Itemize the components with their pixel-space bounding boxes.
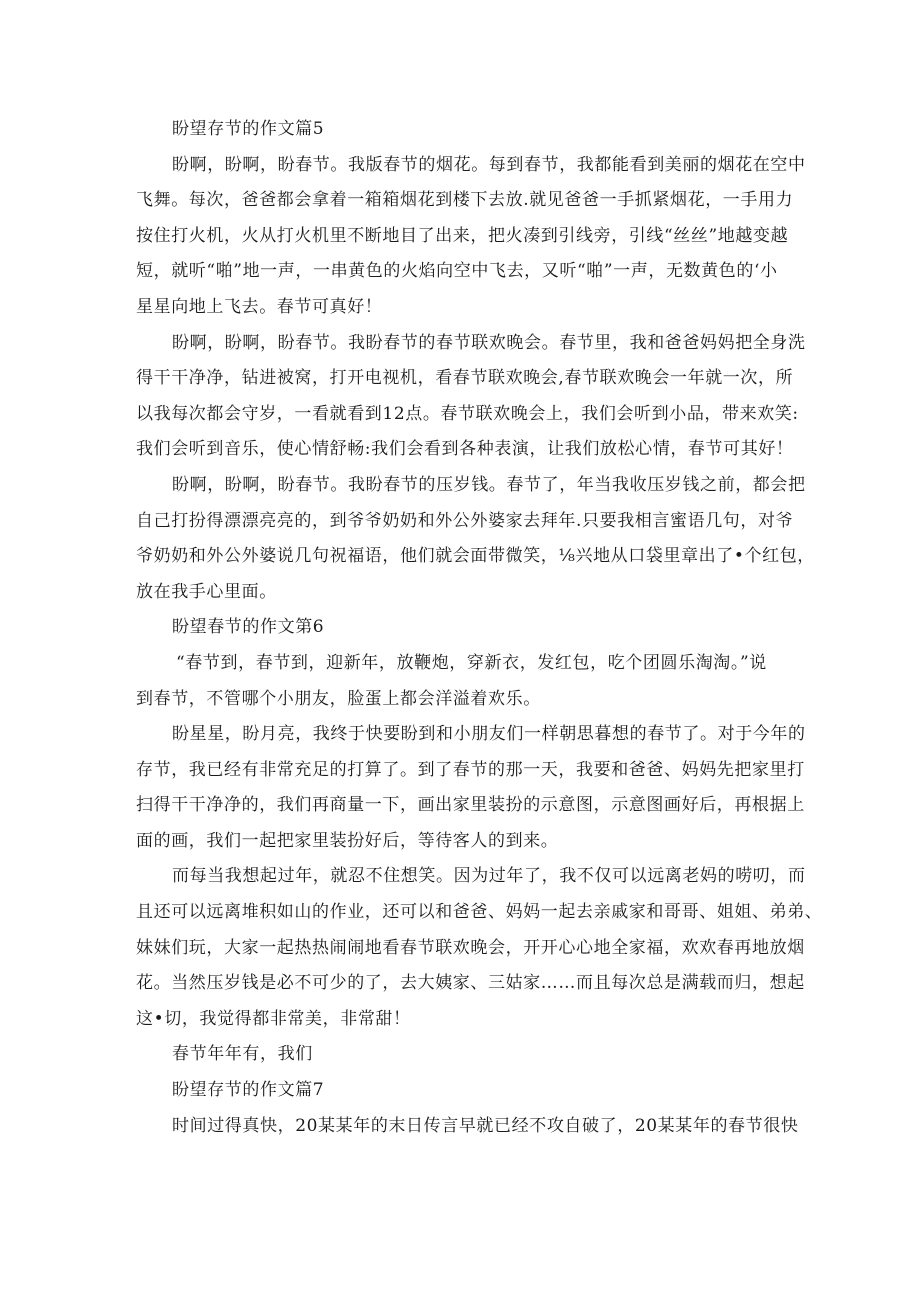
paragraph-line: 以我每次都会守岁，一看就看到12点。春节联欢晚会上，我们会听到小品，带来欢笑:	[136, 403, 799, 424]
paragraph-line: 盼啊，盼啊，盼春节。我版春节的烟花。每到春节，我都能看到美丽的烟花在空中	[172, 154, 806, 175]
paragraph-line: 爷奶奶和外公外婆说几句祝福语，他们就会面带微笑，⅛兴地从口袋里章出了•个红包，	[136, 546, 815, 567]
paragraph-line: 盼啊，盼啊，盼春节。我盼春节的压岁钱。春节了，年当我收压岁钱之前，都会把	[172, 474, 806, 495]
paragraph-line: 短，就听“啪”地一声，一串黄色的火焰向空中飞去，又听“啪”一声，无数黄色的‘小	[136, 261, 778, 282]
document-page	[136, 112, 823, 1144]
paragraph-line: 盼啊，盼啊，盼春节。我盼春节的春节联欢晚会。春节里，我和爸爸妈妈把全身洗	[172, 332, 806, 353]
paragraph-line: 得干干净净，钻进被窝，打开电视机，看春节联欢晚会,春节联欢晚会一年就一次，所	[136, 368, 794, 389]
paragraph-line: 春节年年有，我们	[172, 1044, 313, 1065]
paragraph-line: 按住打火机，火从打火机里不断地目了出来，把火凑到引线旁，引线“丝丝”地越变越	[136, 225, 789, 246]
section-heading: 盼望春节的作文第6	[172, 617, 325, 638]
paragraph-line: 花。当然压岁钱是必不可少的了，去大姨家、三姑家……而且每次总是满载而归，想起	[136, 973, 805, 994]
paragraph-line: 存节，我已经有非常充足的打算了。到了春节的那一天，我要和爸爸、妈妈先把家里打	[136, 759, 805, 780]
paragraph-line: 我们会听到音乐，使心情舒畅:我们会看到各种表演，让我们放松心情，春节可其好！	[136, 439, 794, 460]
paragraph-line: 扫得干干净净的，我们再商量一下，画出家里装扮的示意图，示意图画好后，再根据上	[136, 795, 805, 816]
paragraph-line: 到春节，不管哪个小朋友，脸蛋上都会洋溢着欢乐。	[136, 688, 541, 709]
section-heading: 盼望存节的作文篇5	[172, 119, 325, 139]
section-heading: 盼望存节的作文篇7	[172, 1080, 325, 1101]
paragraph-line: 星星向地上飞去。春节可真好！	[136, 296, 383, 317]
paragraph-line: 妹妹们玩，大家一起热热闹闹地看春节联欢晚会，开开心心地全家福，欢欢春再地放烟	[136, 937, 805, 958]
paragraph-line: 自己打扮得漂漂亮亮的，到爷爷奶奶和外公外婆家去拜年.只要我相言蜜语几句，对爷	[136, 510, 794, 531]
paragraph-line: 飞舞。每次，爸爸都会拿着一箱箱烟花到楼下去放.就见爸爸一手抓紧烟花，一手用力	[136, 190, 794, 211]
paragraph-line: 而每当我想起过年，就忍不住想笑。因为过年了，我不仅可以远离老妈的唠叨，而	[172, 866, 806, 887]
paragraph-line: 且还可以远离堆积如山的作业，还可以和爸爸、妈妈一起去亲戚家和哥哥、姐姐、弟弟、	[136, 902, 823, 923]
paragraph-line: 这•切，我觉得都非常美，非常甜！	[136, 1008, 411, 1029]
paragraph-line: 面的画，我们一起把家里装扮好后，等待客人的到来。	[136, 830, 559, 851]
paragraph-line: 放在我手心里面。	[136, 581, 277, 602]
paragraph-line: “春节到，春节到，迎新年，放鞭炮，穿新衣，发红包，吃个团圆乐淘淘。”说	[176, 652, 767, 673]
paragraph-line: 盼星星，盼月亮，我终于快要盼到和小朋友们一样朝思暮想的春节了。对于今年的	[172, 724, 806, 745]
paragraph-line: 时间过得真快，20某某年的末日传言早就已经不攻自破了，20某某年的春节很快	[172, 1115, 799, 1136]
